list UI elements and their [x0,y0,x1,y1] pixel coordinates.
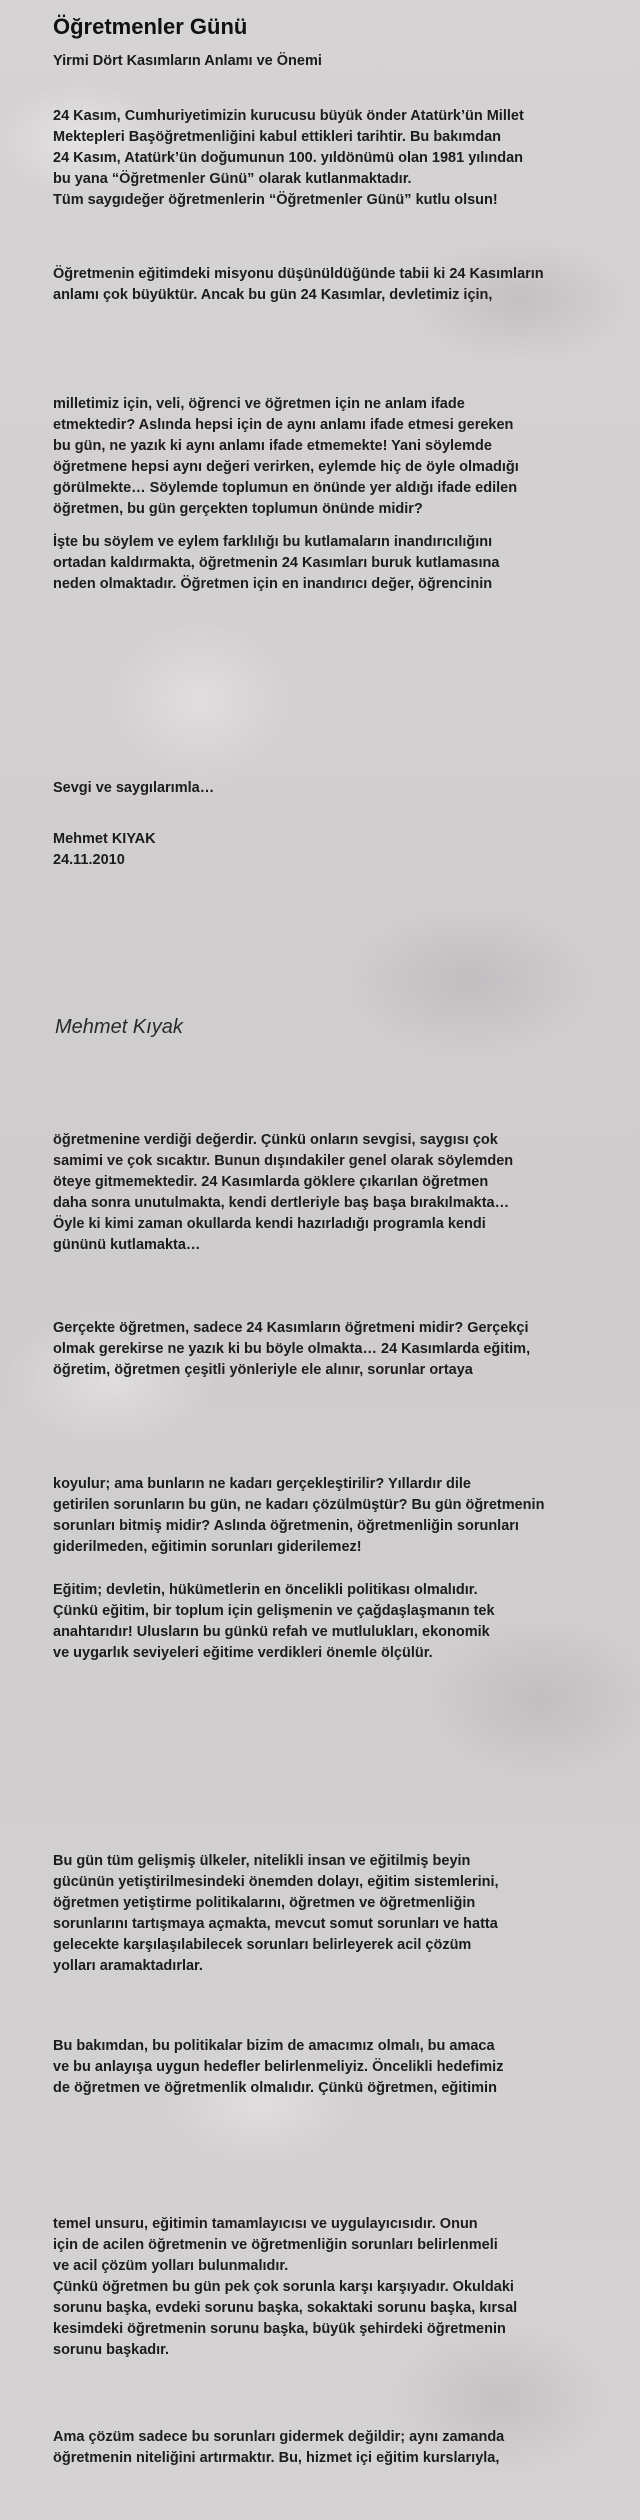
text-line: öğretim, öğretmen çeşitli yönleriyle ele alınır, sorunlar ortaya [53,1362,473,1378]
text-line: kesimdeki öğretmenin sorunu başka, büyük şehirdeki öğretmenin [53,2321,506,2337]
text-line: ve uygarlık seviyeleri eğitime verdikleri önemle ölçülür. [53,1645,433,1661]
text-line: bu yana “Öğretmenler Günü” olarak kutlanmaktadır. [53,171,412,187]
text-line: daha sonra unutulmakta, kendi dertleriyle baş başa bırakılmakta… [53,1195,510,1211]
text-line: sorunlarını tartışmaya açmakta, mevcut somut sorunları ve hatta [53,1916,498,1932]
text-line: neden olmaktadır. Öğretmen için en inandırıcı değer, öğrencinin [53,576,493,592]
closing-regards [53,778,613,799]
text-line: 24 Kasım, Atatürk’ün doğumunun 100. yıldönümü olan 1981 yılından [53,150,523,166]
text-line: Bu gün tüm gelişmiş ülkeler, nitelikli insan ve eğitilmiş beyin [53,1853,471,1869]
text-line: Tüm saygıdeğer öğretmenlerin “Öğretmenler Günü” kutlu olsun! [53,192,498,208]
text-line: için de acilen öğretmenin ve öğretmenliğin sorunları belirlenmeli [53,2237,498,2253]
text-line: Mektepleri Başöğretmenliğini kabul ettikleri tarihtir. Bu bakımdan [53,129,501,145]
text-line: öğretmenin niteliğini artırmaktır. Bu, hizmet içi eğitim kurslarıyla, [53,2450,500,2466]
author-signature-italic: Mehmet Kıyak [55,1016,183,1038]
text-line: anahtarıdır! Ulusların bu günkü refah ve mutlulukları, ekonomik [53,1624,490,1640]
text-line: giderilmeden, eğitimin sorunları giderilemez! [53,1539,362,1555]
text-line: öteye gitmemektedir. 24 Kasımlarda göklere çıkarılan öğretmen [53,1174,489,1190]
text-line: anlamı çok büyüktür. Ancak bu gün 24 Kasımlar, devletimiz için, [53,287,493,303]
text-line: ve bu anlayışa uygun hedefler belirlenmeliyiz. Öncelikli hedefimiz [53,2059,504,2075]
text-line: getirilen sorunların bu gün, ne kadarı çözülmüştür? Bu gün öğretmenin [53,1497,545,1513]
paragraph-teachers-day-intro [53,106,613,211]
text-line: öğretmen, bu gün gerçekten toplumun önünde midir? [53,501,423,517]
text-line: sorunu başkadır. [53,2342,170,2358]
paragraph-education-policy [53,1580,613,1664]
text-line: 24 Kasım, Cumhuriyetimizin kurucusu büyük önder Atatürk’ün Millet [53,108,524,124]
text-line: Gerçekte öğretmen, sadece 24 Kasımların öğretmeni midir? Gerçekçi [53,1320,529,1336]
text-line: Çünkü eğitim, bir toplum için gelişmenin ve çağdaşlaşmanın tek [53,1603,495,1619]
text-line: Öyle ki kimi zaman okullarda kendi hazırladığı programla kendi [53,1216,486,1232]
text-line: ortadan kaldırmakta, öğretmenin 24 Kasımları buruk kutlamasına [53,555,500,571]
text-line: temel unsuru, eğitimin tamamlayıcısı ve uygulayıcısıdır. Onun [53,2216,478,2232]
paragraph-goals [53,2036,613,2099]
text-line: Öğretmenin eğitimdeki misyonu düşünüldüğünde tabii ki 24 Kasımların [53,266,544,282]
text-line: öğretmene hepsi aynı değeri verirken, eylemde hiç de öyle olmadığı [53,459,519,475]
paragraph-solution [53,2427,613,2469]
text-line: bu gün, ne yazık ki aynı anlamı ifade etmemekte! Yani söylemde [53,438,492,454]
text-line: Sevgi ve saygılarımla… [53,780,215,796]
text-line: etmektedir? Aslında hepsi için de aynı anlamı ifade etmesi gereken [53,417,514,433]
text-line: gününü kutlamakta… [53,1237,201,1253]
text-line: samimi ve çok sıcaktır. Bunun dışındakiler genel olarak söylemden [53,1153,514,1169]
text-line: Bu bakımdan, bu politikalar bizim de amacımız olmalı, bu amaca [53,2038,495,2054]
paragraph-teacher-problems [53,2214,613,2361]
article-date: 24.11.2010 [53,852,125,868]
paragraph-mission [53,264,613,306]
article-subtitle: Yirmi Dört Kasımların Anlamı ve Önemi [53,53,322,69]
author-signature-block [53,829,613,871]
article-title: Öğretmenler Günü [53,14,248,39]
text-line: Ama çözüm sadece bu sorunları gidermek değildir; aynı zamanda [53,2429,505,2445]
text-line: sorunu başka, evdeki sorunu başka, sokaktaki sorunu başka, kırsal [53,2300,518,2316]
text-line: gücünün yetiştirilmesindeki önemden dolayı, eğitim sistemlerini, [53,1874,499,1890]
text-line: sorunları bitmiş midir? Aslında öğretmenin, öğretmenliğin sorunları [53,1518,519,1534]
text-line: öğretmenine verdiği değerdir. Çünkü onların sevgisi, saygısı çok [53,1132,498,1148]
text-line: ve acil çözüm yolları bulunmalıdır. [53,2258,289,2274]
paragraph-reality [53,1318,613,1381]
paragraph-student-value [53,1130,613,1256]
author-name: Mehmet KIYAK [53,831,156,847]
text-line: yolları aramaktadırlar. [53,1958,203,1974]
text-line: görülmekte… Söylemde toplumun en önünde yer aldığı ifade edilen [53,480,518,496]
text-line: milletimiz için, veli, öğrenci ve öğretmen için ne anlam ifade [53,396,465,412]
paragraph-developed-countries [53,1851,613,1977]
paragraph-meaning [53,394,613,520]
text-line: gelecekte karşılaşılabilecek sorunları belirleyerek acil çözüm [53,1937,472,1953]
paragraph-discourse-action [53,532,613,595]
text-line: olmak gerekirse ne yazık ki bu böyle olmakta… 24 Kasımlarda eğitim, [53,1341,531,1357]
text-line: koyulur; ama bunların ne kadarı gerçekleştirilir? Yıllardır dile [53,1476,471,1492]
text-line: öğretmen yetiştirme politikalarını, öğretmen ve öğretmenliğin [53,1895,476,1911]
text-line: de öğretmen ve öğretmenlik olmalıdır. Çünkü öğretmen, eğitimin [53,2080,497,2096]
text-line: İşte bu söylem ve eylem farklılığı bu kutlamaların inandırıcılığını [53,534,493,550]
paragraph-problems [53,1474,613,1558]
text-line: Eğitim; devletin, hükümetlerin en öncelikli politikası olmalıdır. [53,1582,478,1598]
text-line: Çünkü öğretmen bu gün pek çok sorunla karşı karşıyadır. Okuldaki [53,2279,514,2295]
